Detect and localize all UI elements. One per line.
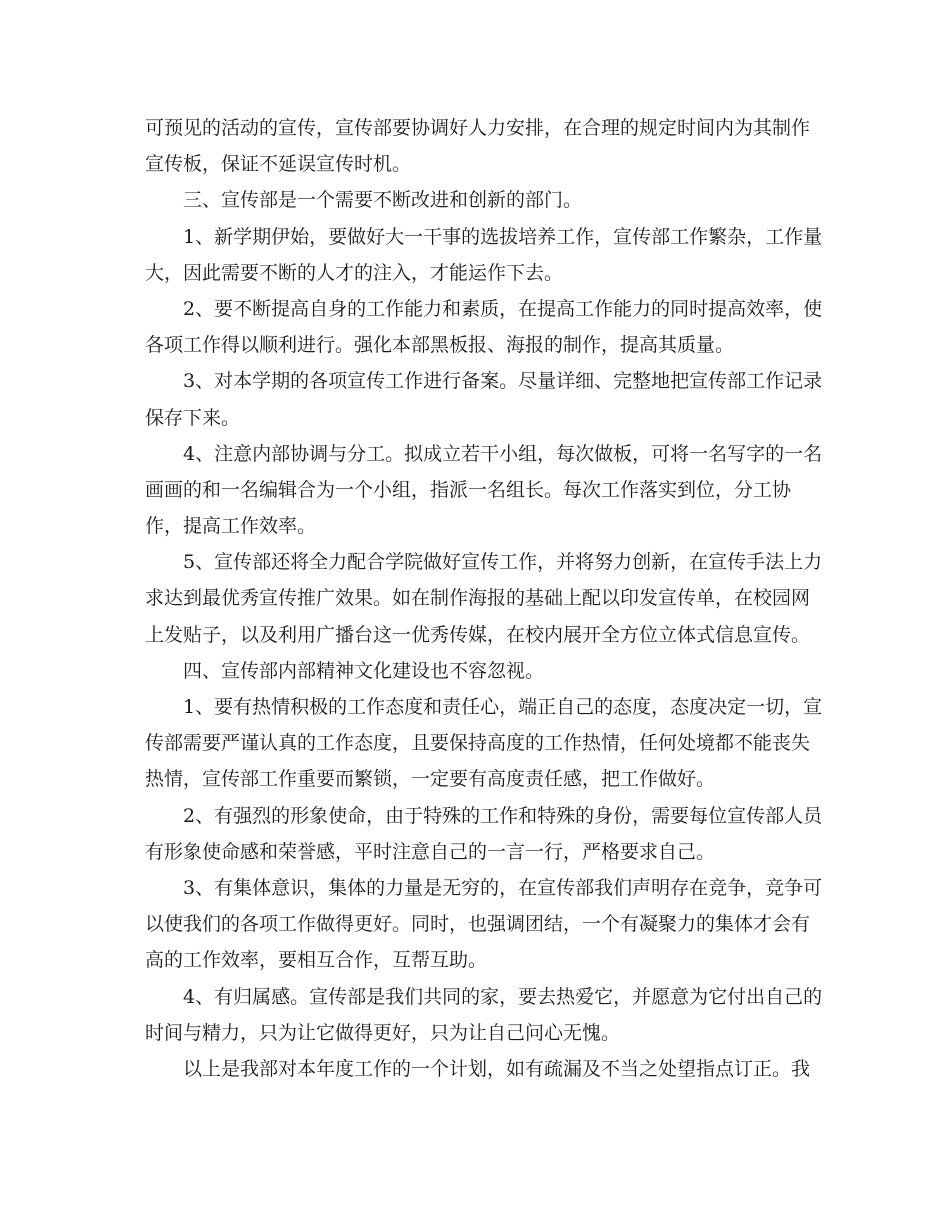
text-line: 4、注意内部协调与分工。拟成立若干小组，每次做板，可将一名写字的一名: [183, 442, 823, 465]
text-line: 3、有集体意识，集体的力量是无穷的，在宣传部我们声明存在竞争，竞争可: [183, 876, 823, 899]
text-line: 大，因此需要不断的人才的注入，才能运作下去。: [145, 261, 564, 284]
text-line: 上发贴子，以及利用广播台这一优秀传媒，在校内展开全方位立体式信息宣传。: [145, 623, 811, 646]
text-line: 画画的和一名编辑合为一个小组，指派一名组长。每次工作落实到位，分工协: [145, 478, 792, 501]
text-line: 4、有归属感。宣传部是我们共同的家，要去热爱它，并愿意为它付出自己的: [183, 985, 823, 1008]
text-line: 可预见的活动的宣传，宣传部要协调好人力安排，在合理的规定时间内为其制作: [145, 117, 811, 139]
text-line: 四、宣传部内部精神文化建设也不容忽视。: [183, 659, 545, 682]
document-body: [145, 110, 823, 1087]
text-line: 以上是我部对本年度工作的一个计划，如有疏漏及不当之处望指点订正。我: [183, 1057, 811, 1080]
text-line: 作，提高工作效率。: [145, 515, 317, 538]
text-line: 宣传板，保证不延误宣传时机。: [145, 153, 412, 176]
text-line: 时间与精力，只为让它做得更好，只为让自己问心无愧。: [145, 1021, 621, 1044]
text-line: 高的工作效率，要相互合作，互帮互助。: [145, 949, 488, 972]
text-line: 各项工作得以顺利进行。强化本部黑板报、海报的制作，提高其质量。: [145, 334, 735, 357]
text-line: 热情，宣传部工作重要而繁锁，一定要有高度责任感，把工作做好。: [145, 768, 716, 791]
text-line: 3、对本学期的各项宣传工作进行备案。尽量详细、完整地把宣传部工作记录: [183, 370, 823, 393]
text-line: 保存下来。: [145, 406, 241, 429]
text-line: 有形象使命感和荣誉感，平时注意自己的一言一行，严格要求自己。: [145, 840, 716, 863]
text-line: 1、新学期伊始，要做好大一干事的选拔培养工作，宣传部工作繁杂，工作量: [183, 225, 823, 248]
text-line: 2、有强烈的形象使命，由于特殊的工作和特殊的身份，需要每位宣传部人员: [183, 804, 823, 827]
text-line: 1、要有热情积极的工作态度和责任心，端正自己的态度，态度决定一切，宣: [183, 696, 823, 718]
text-line: 2、要不断提高自身的工作能力和素质，在提高工作能力的同时提高效率，使: [183, 297, 823, 320]
text-line: 三、宣传部是一个需要不断改进和创新的部门。: [183, 189, 583, 212]
text-line: 传部需要严谨认真的工作态度，且要保持高度的工作热情，任何处境都不能丧失: [145, 732, 811, 755]
text-line: 求达到最优秀宣传推广效果。如在制作海报的基础上配以印发宣传单，在校园网: [145, 587, 811, 610]
text-line: 以使我们的各项工作做得更好。同时，也强调团结，一个有凝聚力的集体才会有: [145, 913, 811, 936]
text-line: 5、宣传部还将全力配合学院做好宣传工作，并将努力创新，在宣传手法上力: [183, 551, 823, 574]
